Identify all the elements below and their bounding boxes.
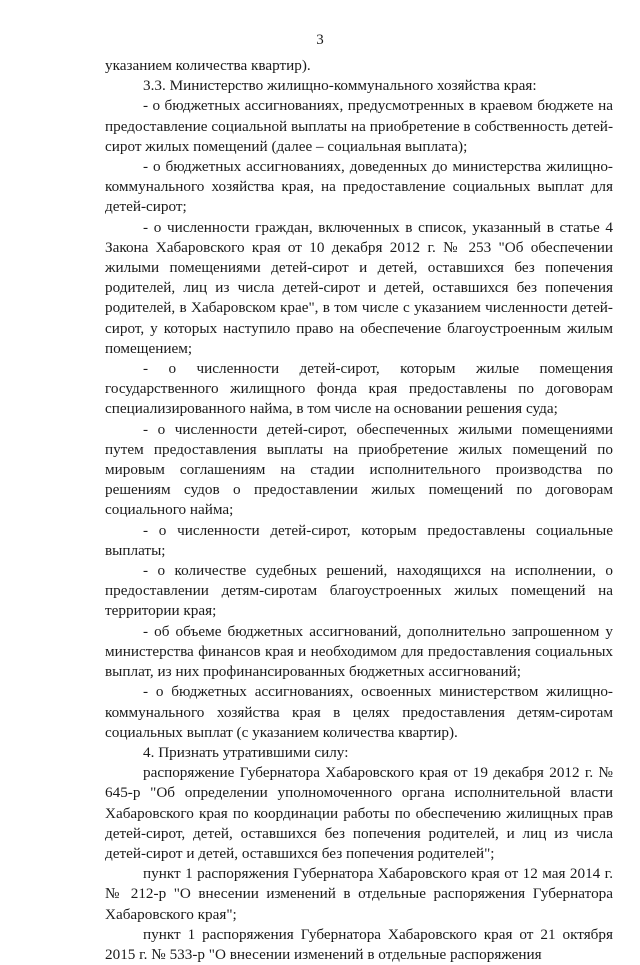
list-item: - о численности детей-сирот, обеспеченных жилыми помещениями путем предоставления выплаты на приобретение жилых помещений по мировым соглашениям на стадии исполнительного производства по решениям судов о предоставлении жилых помещений по договорам социального найма; [105,420,613,519]
section-heading-3-3: 3.3. Министерство жилищно-коммунального хозяйства края: [143,77,537,95]
list-item: - о численности детей-сирот, которым жилые помещения государственного жилищного фонда края предоставлены по договорам специализированного найма, в том числе на основании решения суда; [105,360,613,418]
repealed-act: распоряжение Губернатора Хабаровского края от 19 декабря 2012 г. № 645-р "Об определении уполномоченного органа исполнительной власти Хабаровского края по координации работы по обеспечению жилищных прав детей-сирот, детей, оставшихся без попечения родителей, и лиц из числа детей-сирот и детей, оставшихся без попечения родителей"; [105,764,613,862]
repealed-act: пункт 1 распоряжения Губернатора Хабаровского края от 21 октября 2015 г. № 533-р "О внесении изменений в отдельные распоряжения [105,925,613,963]
paragraph-continuation: указанием количества квартир). [105,57,311,74]
list-item: - о численности граждан, включенных в список, указанный в статье 4 Закона Хабаровского края от 10 декабря 2012 г. № 253 "Об обеспечении жилыми помещениями детей-сирот и детей, оставшихся без попечения родителей, лиц из числа детей-сирот и детей, оставшихся без попечения родителей, в Хабаровском крае", в том числе с указанием численности детей-сирот, у которых наступило право на обеспечение благоустроенным жилым помещением; [105,218,613,357]
list-item: - о бюджетных ассигнованиях, предусмотренных в краевом бюджете на предоставление социальной выплаты на приобретение в собственность детей-сирот жилых помещений (далее – социальная выплата); [105,97,613,155]
page-number: 3 [316,32,324,48]
document-body [105,56,613,965]
list-item: - об объеме бюджетных ассигнований, дополнительно запрошенном у министерства финансов края и необходимом для предоставления социальных выплат, из них профинансированных бюджетных ассигнований; [105,622,613,681]
repealed-act: пункт 1 распоряжения Губернатора Хабаровского края от 12 мая 2014 г. № 212-р "О внесении изменений в отдельные распоряжения Губернатора Хабаровского края"; [105,865,613,923]
list-item: - о количестве судебных решений, находящихся на исполнении, о предоставлении детям-сиротам благоустроенных жилых помещений на территории края; [105,562,613,620]
list-item: - о бюджетных ассигнованиях, освоенных министерством жилищно-коммунального хозяйства края в целях предоставления детям-сиротам социальных выплат (с указанием количества квартир). [105,683,613,741]
list-item: - о бюджетных ассигнованиях, доведенных до министерства жилищно-коммунального хозяйства края, на предоставление социальных выплат для детей-сирот; [105,158,613,216]
list-item: - о численности детей-сирот, которым предоставлены социальные выплаты; [105,521,613,559]
section-heading-4: 4. Признать утратившими силу: [143,743,349,761]
